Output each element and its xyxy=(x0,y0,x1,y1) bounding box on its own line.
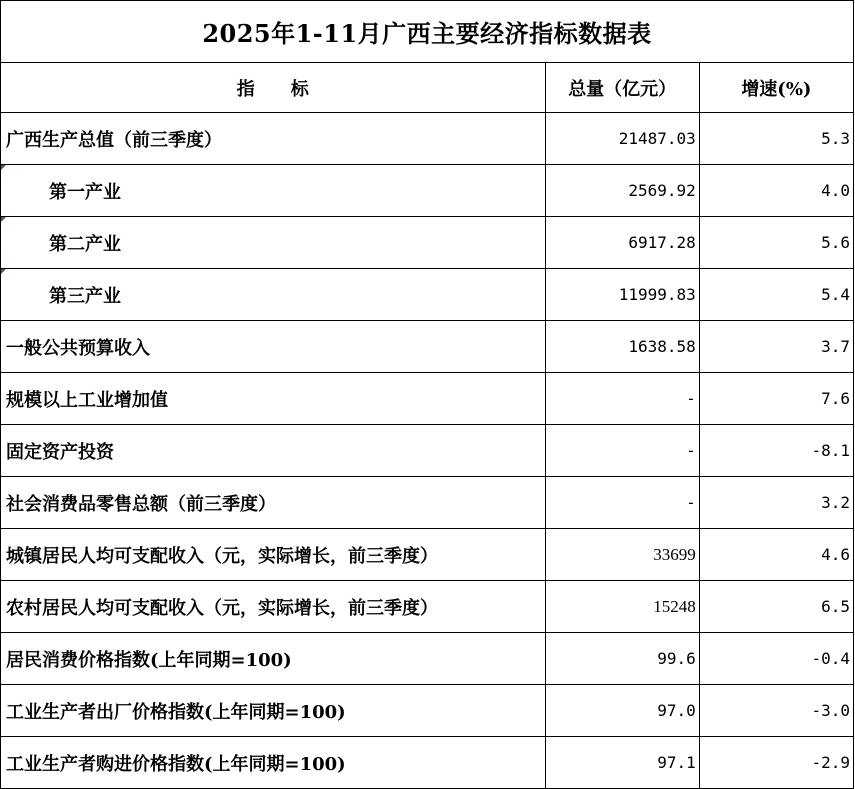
row-total: 6917.28 xyxy=(545,217,699,269)
row-total: 1638.58 xyxy=(545,321,699,373)
row-growth: 5.6 xyxy=(699,217,853,269)
title-row xyxy=(1,1,854,63)
row-name: 一般公共预算收入 xyxy=(1,321,546,373)
row-total: 11999.83 xyxy=(545,269,699,321)
table-title: 2025年1-11月广西主要经济指标数据表 xyxy=(1,1,854,63)
row-name: 第一产业 xyxy=(1,165,546,217)
row-growth: 3.7 xyxy=(699,321,853,373)
header-indicator: 指 标 xyxy=(1,63,546,113)
row-growth: -2.9 xyxy=(699,737,853,789)
row-total: - xyxy=(545,425,699,477)
row-growth: 4.6 xyxy=(699,529,853,581)
table-row xyxy=(1,737,854,789)
row-total: 33699 xyxy=(545,529,699,581)
header-row xyxy=(1,63,854,113)
table-row xyxy=(1,529,854,581)
row-growth: -8.1 xyxy=(699,425,853,477)
table-row xyxy=(1,633,854,685)
table-row xyxy=(1,113,854,165)
row-name: 城镇居民人均可支配收入（元，实际增长，前三季度） xyxy=(1,529,546,581)
header-total: 总量（亿元） xyxy=(545,63,699,113)
row-total: 21487.03 xyxy=(545,113,699,165)
row-growth: 4.0 xyxy=(699,165,853,217)
table-row xyxy=(1,165,854,217)
row-growth: 7.6 xyxy=(699,373,853,425)
table-row xyxy=(1,269,854,321)
row-name: 工业生产者购进价格指数(上年同期=100) xyxy=(1,737,546,789)
row-growth: 3.2 xyxy=(699,477,853,529)
row-growth: -3.0 xyxy=(699,685,853,737)
table-row xyxy=(1,373,854,425)
table-row xyxy=(1,685,854,737)
row-name: 规模以上工业增加值 xyxy=(1,373,546,425)
row-total: - xyxy=(545,373,699,425)
row-total: - xyxy=(545,477,699,529)
row-name: 社会消费品零售总额（前三季度） xyxy=(1,477,546,529)
table-row xyxy=(1,425,854,477)
row-name: 固定资产投资 xyxy=(1,425,546,477)
row-total: 97.0 xyxy=(545,685,699,737)
table-row xyxy=(1,581,854,633)
header-growth: 增速(%) xyxy=(699,63,853,113)
row-name: 广西生产总值（前三季度） xyxy=(1,113,546,165)
row-total: 15248 xyxy=(545,581,699,633)
row-total: 2569.92 xyxy=(545,165,699,217)
row-total: 97.1 xyxy=(545,737,699,789)
table-row xyxy=(1,477,854,529)
row-growth: 5.3 xyxy=(699,113,853,165)
row-name: 居民消费价格指数(上年同期=100) xyxy=(1,633,546,685)
row-name: 第三产业 xyxy=(1,269,546,321)
table-row xyxy=(1,321,854,373)
row-name: 第二产业 xyxy=(1,217,546,269)
row-growth: 6.5 xyxy=(699,581,853,633)
table-row xyxy=(1,217,854,269)
row-growth: -0.4 xyxy=(699,633,853,685)
row-name: 农村居民人均可支配收入（元，实际增长，前三季度） xyxy=(1,581,546,633)
row-growth: 5.4 xyxy=(699,269,853,321)
row-total: 99.6 xyxy=(545,633,699,685)
row-name: 工业生产者出厂价格指数(上年同期=100) xyxy=(1,685,546,737)
